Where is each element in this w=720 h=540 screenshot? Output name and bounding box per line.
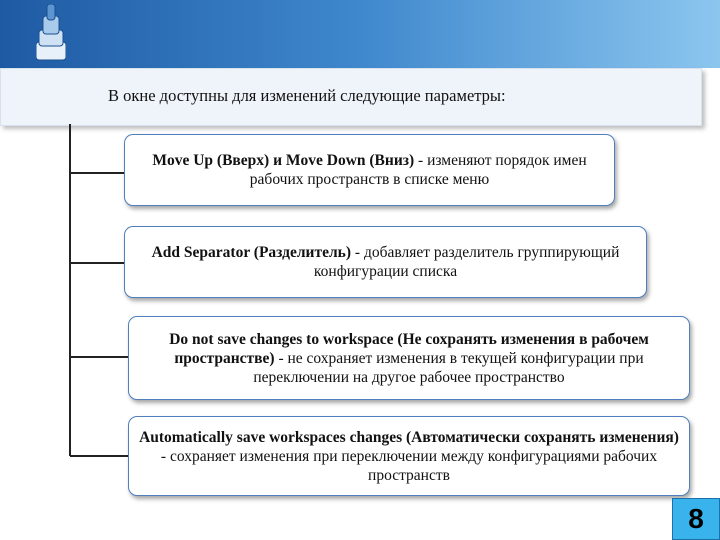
parameter-card-2 [124,226,647,298]
parameter-card-text [135,428,683,485]
parameter-card-4 [128,416,690,496]
parameter-description: - добавляет разделитель группирующий конфигурации списка [313,244,620,280]
parameter-description: - изменяют порядок имен рабочих пространств в списке меню [249,152,587,188]
parameter-name: Add Separator (Разделитель) [151,244,352,261]
parameter-name: Automatically save workspaces changes (Автоматически сохранять изменения) [139,428,679,446]
tree-branch-4 [70,455,128,457]
parameter-card-text [135,330,683,387]
parameter-card-1 [124,134,615,206]
slide-number-badge: 8 [672,498,720,540]
header-band [0,0,720,68]
parameter-card-text [131,151,608,189]
parameter-name: Do not save changes to workspace (Не сохранять изменения в рабочем пространстве) [169,330,649,367]
intro-text: В окне доступны для изменений следующие параметры: [108,86,506,105]
parameter-description: - сохраняет изменения при переключении между конфигурациями рабочих пространств [160,447,658,484]
tree-branch-1 [70,172,124,174]
parameter-card-3 [128,316,690,400]
tree-branch-3 [70,356,128,358]
tree-branch-2 [70,262,124,264]
logo-icon [36,4,66,62]
parameter-description: - не сохраняет изменения в текущей конфигурации при переключении на другое рабочее пространство [253,349,644,386]
parameter-card-text [131,243,640,281]
parameter-name: Move Up (Вверх) и Move Down (Вниз) [152,152,415,169]
